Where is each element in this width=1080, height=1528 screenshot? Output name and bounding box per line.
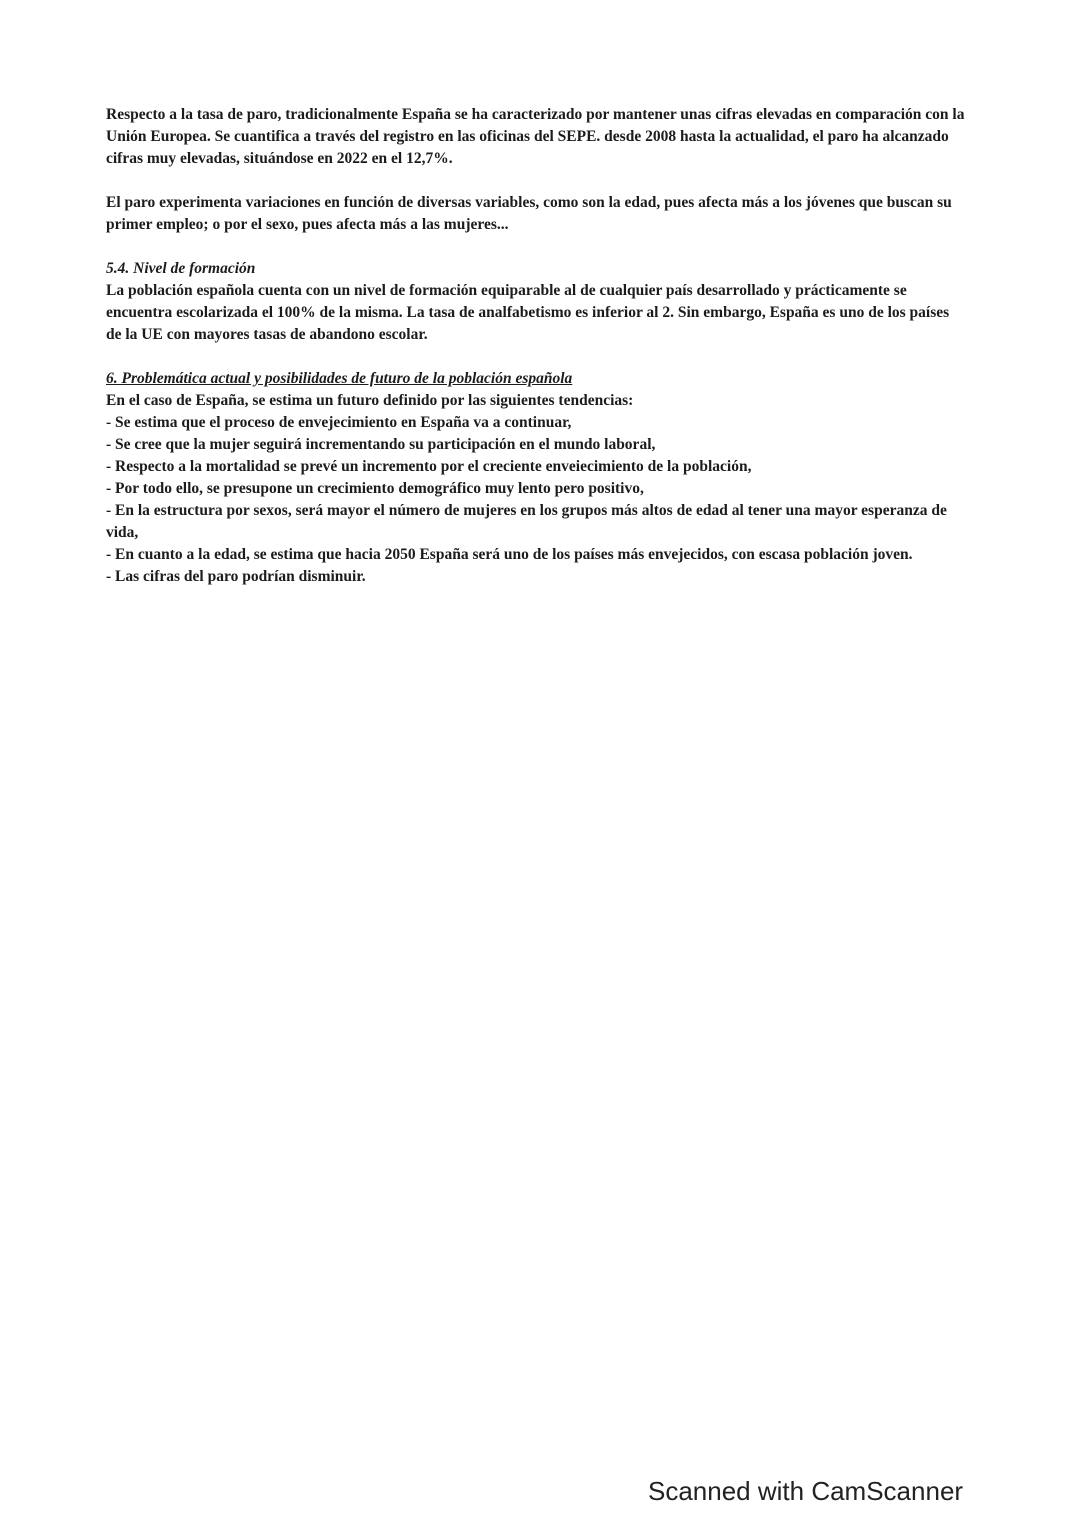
paragraph-paro-variaciones: El paro experimenta variaciones en función de diversas variables, como son la edad, pues afecta más a los jóvenes que buscan su primer empleo; o por el sexo, pues afecta más a las mujeres... xyxy=(106,194,952,233)
paragraph-gap xyxy=(106,170,966,192)
list-item: - En la estructura por sexos, será mayor el número de mujeres en los grupos más altos de edad al tener una mayor esperanza de vida, xyxy=(106,502,947,541)
section-6-trend-list xyxy=(106,412,966,588)
list-item: - En cuanto a la edad, se estima que hacia 2050 España será uno de los países más envejecidos, con escasa población joven. xyxy=(106,546,913,563)
list-item: - Respecto a la mortalidad se prevé un incremento por el creciente enveiecimiento de la población, xyxy=(106,458,752,475)
document-page xyxy=(106,104,966,588)
paragraph-gap xyxy=(106,346,966,368)
camscanner-watermark: Scanned with CamScanner xyxy=(648,1476,964,1506)
list-item: - Se estima que el proceso de envejecimiento en España va a continuar, xyxy=(106,414,572,431)
paragraph-gap xyxy=(106,236,966,258)
section-5-4-heading: 5.4. Nivel de formación xyxy=(106,260,256,277)
paragraph-paro-tasa: Respecto a la tasa de paro, tradicionalmente España se ha caracterizado por mantener unas cifras elevadas en comparación con la Unión Europea. Se cuantifica a través del registro en las oficinas del SEPE. desde 2008 hasta la actualidad, el paro ha alcanzado cifras muy elevadas, situándose en 2022 en el 12,7%. xyxy=(106,106,965,167)
section-6-intro: En el caso de España, se estima un futuro definido por las siguientes tendencias: xyxy=(106,392,634,409)
list-item: - Se cree que la mujer seguirá incrementando su participación en el mundo laboral, xyxy=(106,436,656,453)
list-item: - Las cifras del paro podrían disminuir. xyxy=(106,568,366,585)
list-item: - Por todo ello, se presupone un crecimiento demográfico muy lento pero positivo, xyxy=(106,480,644,497)
section-6-heading: 6. Problemática actual y posibilidades de futuro de la población española xyxy=(106,370,573,387)
section-5-4-body: La población española cuenta con un nivel de formación equiparable al de cualquier país desarrollado y prácticamente se encuentra escolarizada el 100% de la misma. La tasa de analfabetismo es inferior al 2. Sin embargo, España es uno de los países de la UE con mayores tasas de abandono escolar. xyxy=(106,282,950,343)
